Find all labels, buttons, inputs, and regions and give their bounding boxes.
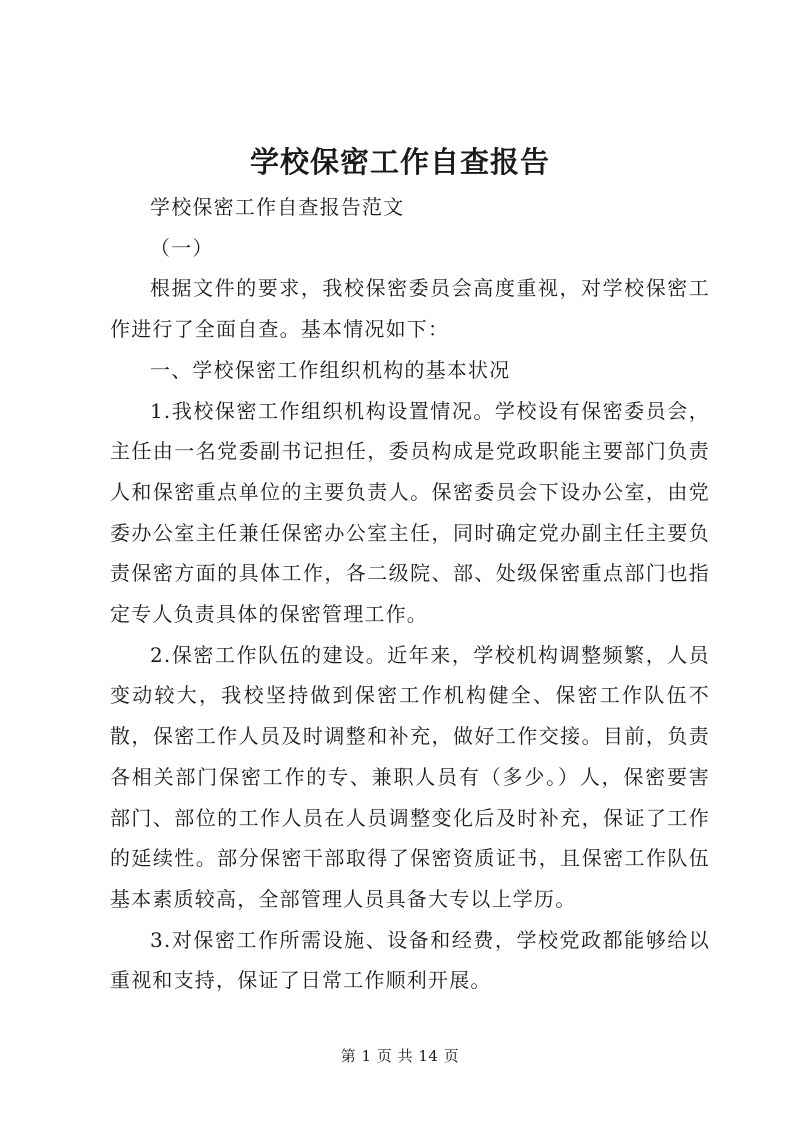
paragraph-section-number: （一）	[150, 235, 214, 260]
paragraph-item-2: 2.保密工作队伍的建设。近年来，学校机构调整频繁，人员变动较大，我校坚持做到保密工作机构健全、保密工作队伍不散，保密工作人员及时调整和补充，做好工作交接。目前，负责各相关部门保密工作的专、兼职人员有（多少。）人，保密要害部门、部位的工作人员在人员调整变化后及时补充，保证了工作的延续性。部分保密干部取得了保密资质证书，且保密工作队伍基本素质较高，全部管理人员具备大专以上学历。	[110, 642, 710, 911]
paragraph-heading: 一、学校保密工作组织机构的基本状况	[150, 357, 511, 382]
paragraph-item-3: 3.对保密工作所需设施、设备和经费，学校党政都能够给以重视和支持，保证了日常工作顺利开展。	[110, 927, 710, 993]
paragraph-item-1: 1.我校保密工作组织机构设置情况。学校设有保密委员会，主任由一名党委副书记担任，委员构成是党政职能主要部门负责人和保密重点单位的主要负责人。保密委员会下设办公室，由党委办公室主任兼任保密办公室主任，同时确定党办副主任主要负责保密方面的具体工作，各二级院、部、处级保密重点部门也指定专人负责具体的保密管理工作。	[110, 398, 710, 627]
paragraph-intro: 根据文件的要求，我校保密委员会高度重视，对学校保密工作进行了全面自查。基本情况如下：	[110, 276, 710, 342]
page-number-footer: 第 1 页 共 14 页	[340, 1047, 460, 1065]
paragraph-subtitle: 学校保密工作自查报告范文	[150, 195, 405, 219]
document-title: 学校保密工作自查报告	[249, 145, 550, 179]
document-body	[110, 187, 710, 1001]
